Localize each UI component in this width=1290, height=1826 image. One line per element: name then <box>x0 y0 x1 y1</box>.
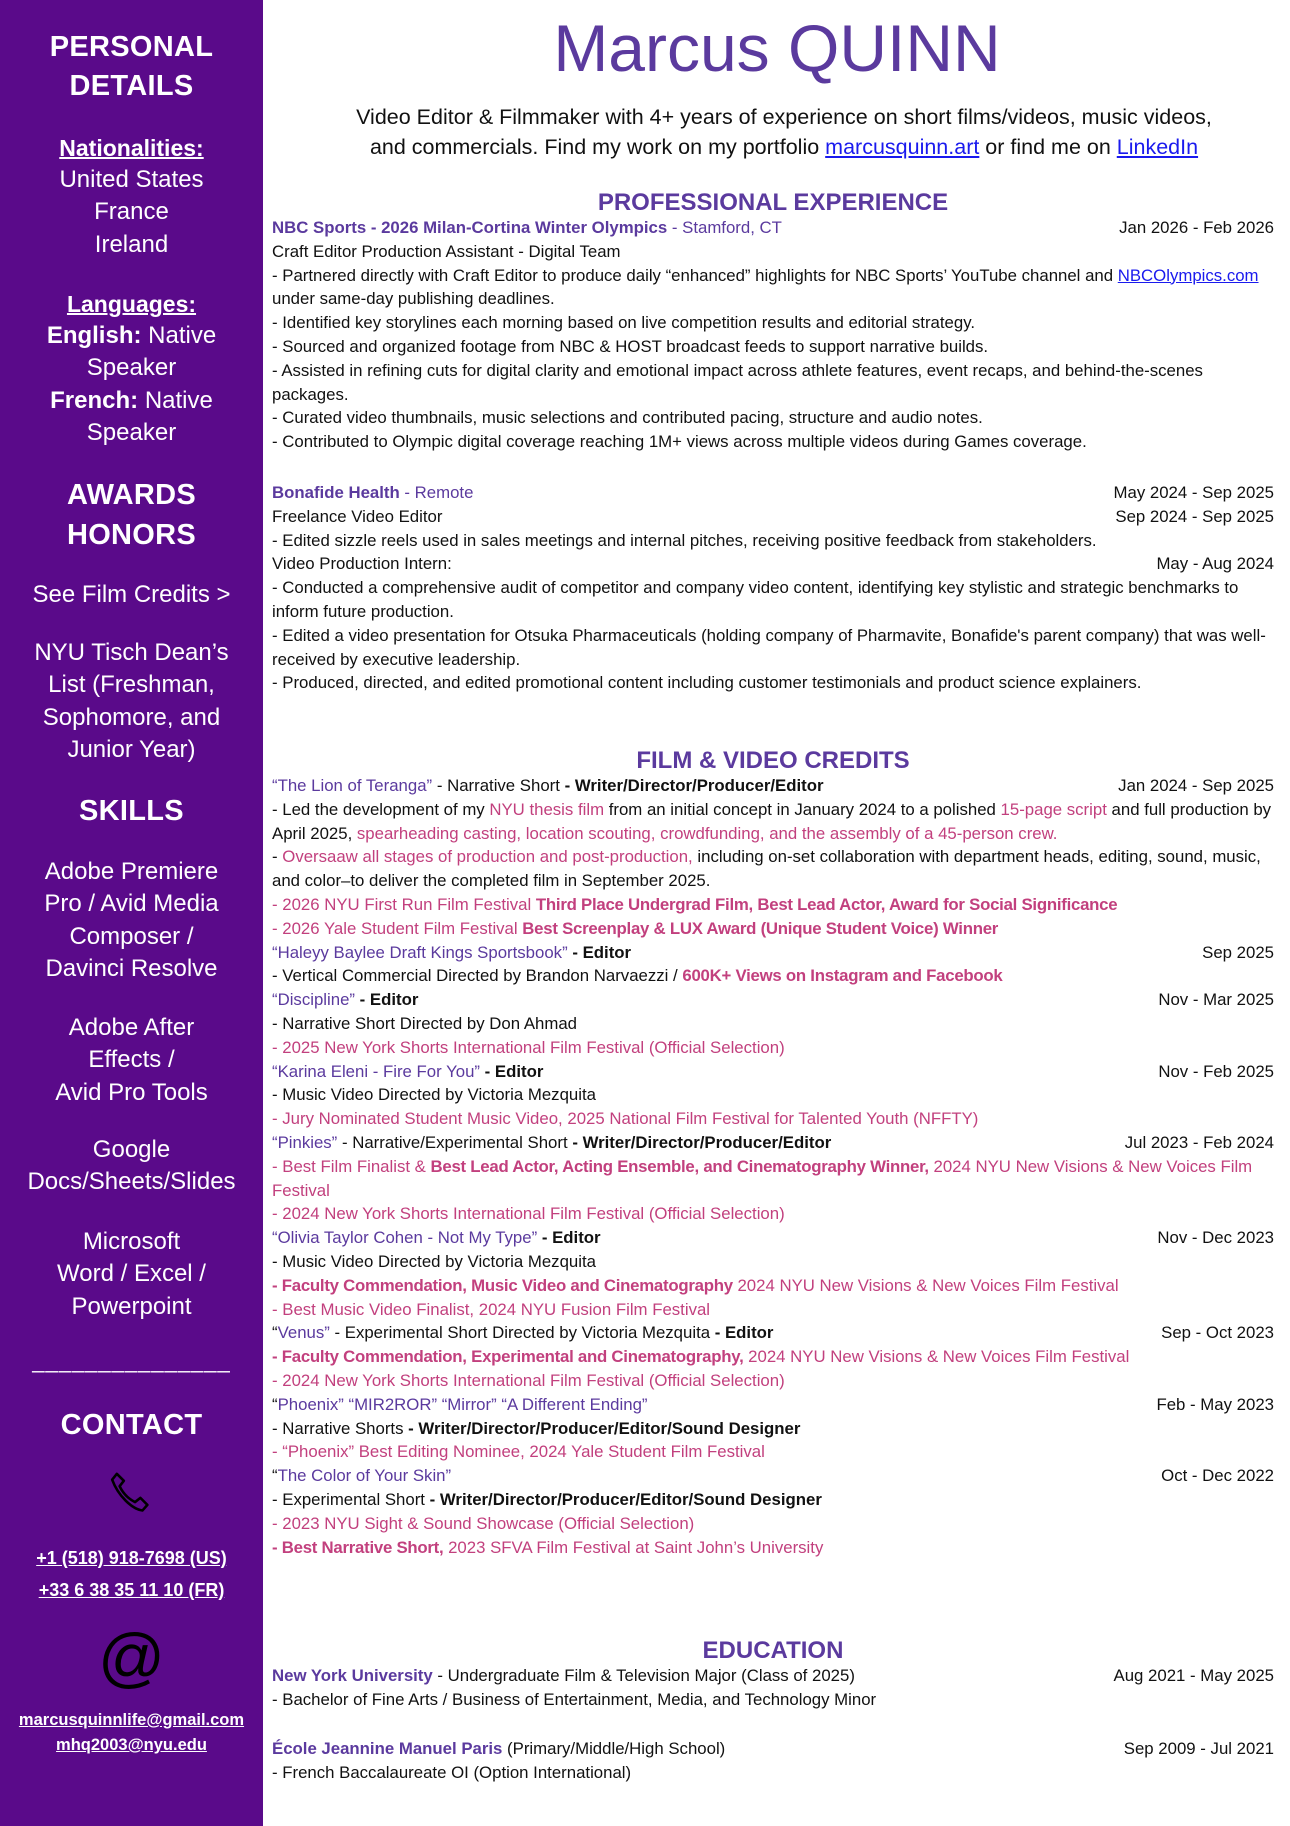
divider: _______________ <box>32 1348 231 1373</box>
entry-text <box>272 552 1144 576</box>
award-line: Junior Year) <box>67 736 196 764</box>
body-text: - Editor <box>537 1228 601 1248</box>
entry-line <box>272 1417 1274 1441</box>
phone-fr-link[interactable]: +33 6 38 35 11 10 (FR) <box>38 1580 225 1600</box>
award-line: NYU Tisch Dean’s <box>34 639 229 666</box>
body-text: (Primary/Middle/High School) <box>502 1739 726 1758</box>
bonafide-entry <box>272 481 1274 695</box>
entry-text <box>272 1012 1274 1036</box>
entry-header <box>272 216 1274 240</box>
entry-line <box>272 1274 1274 1298</box>
entry-header <box>272 1393 1274 1417</box>
body-text: and full production by April 2025, <box>272 799 1272 843</box>
date-range: Jul 2023 - Feb 2024 <box>1124 1132 1274 1152</box>
languages-label: Languages: <box>66 291 197 317</box>
inline-link[interactable]: NBCOlympics.com <box>1117 265 1259 285</box>
title-text: The Color of Your Skin” <box>277 1466 452 1486</box>
entry-text <box>272 917 1274 941</box>
sidebar <box>0 0 263 1826</box>
entry-line <box>272 1536 1274 1560</box>
date-range: Nov - Dec 2023 <box>1157 1228 1274 1248</box>
entry-text <box>272 1298 1274 1322</box>
entry-text <box>272 529 1274 553</box>
personal-details-heading <box>0 28 263 106</box>
entry-text <box>272 1155 1274 1203</box>
body-text: “ <box>272 1466 278 1486</box>
entry-line <box>272 529 1274 553</box>
entry-line <box>272 893 1274 917</box>
entry-text <box>272 1536 1274 1560</box>
entry-text <box>272 1226 1145 1250</box>
body-text: - Contributed to Olympic digital coverage reaching 1M+ views across multiple videos during Games coverage. <box>272 432 1087 452</box>
entry-text <box>272 1440 1274 1464</box>
date-range: Nov - Feb 2025 <box>1158 1061 1274 1081</box>
entry-line <box>272 1345 1274 1369</box>
date-range: Feb - May 2023 <box>1156 1394 1274 1414</box>
nationalities-label: Nationalities: <box>59 135 204 161</box>
entry-line <box>272 1036 1274 1060</box>
entry-line <box>272 406 1274 430</box>
entry-line <box>272 576 1274 624</box>
entry-line <box>272 1369 1274 1393</box>
body-text: - Partnered directly with Craft Editor to produce daily “enhanced” highlights for NBC Sports’ YouTube channel and <box>272 265 1118 285</box>
body-text: - Writer/Director/Producer/Editor <box>572 1132 832 1152</box>
body-text: Freelance Video Editor <box>272 506 443 526</box>
skill-line: Davinci Resolve <box>45 955 218 983</box>
body-text: under same-day publishing deadlines. <box>272 289 555 309</box>
body-text: - <box>272 847 283 867</box>
entry-text <box>272 264 1274 312</box>
entry-text <box>272 1417 1274 1441</box>
body-text: from an initial concept in January 2024 to a polished <box>604 799 1001 819</box>
skill-line: Adobe After <box>68 1014 195 1041</box>
body-text: - Narrative Short Directed by Don Ahmad <box>272 1013 577 1033</box>
awards-heading <box>0 475 263 555</box>
entry-text <box>272 1321 1149 1345</box>
highlight-text: 600K+ Views on Instagram and Facebook <box>682 966 1003 986</box>
highlight-text: 2023 SFVA Film Festival at Saint John’s University <box>443 1537 824 1557</box>
skill-group <box>0 1226 263 1323</box>
body-text: - Editor <box>567 942 632 962</box>
entry-text <box>272 1202 1274 1226</box>
highlight-text: - 2023 NYU Sight & Sound Showcase (Official Selection) <box>272 1513 695 1533</box>
entry-line <box>272 1440 1274 1464</box>
highlight-text: - Faculty Commendation, Experimental and Cinematography, <box>272 1347 744 1367</box>
entry-header <box>272 481 1274 505</box>
at-icon: @ <box>98 1620 165 1694</box>
language-english <box>0 320 263 352</box>
body-text: including on-set collaboration with department heads, editing, sound, music, and color–to deliver the completed film in September 2025. <box>272 847 1261 891</box>
entry-text <box>272 1393 1144 1417</box>
entry-line <box>272 264 1274 312</box>
language-level: Native <box>138 386 213 414</box>
skill-line: Microsoft <box>82 1228 181 1255</box>
entry-text <box>272 941 1190 965</box>
email-nyu-link[interactable]: mhq2003@nyu.edu <box>56 1736 207 1754</box>
skill-line: Powerpoint <box>71 1292 192 1320</box>
body-text: - French Baccalaureate OI (Option International) <box>272 1762 632 1782</box>
entry-text <box>272 1464 1149 1488</box>
body-text: - Vertical Commercial Directed by Brandon Narvaezzi / <box>272 966 683 986</box>
skills-heading: SKILLS <box>79 795 184 827</box>
entry-line <box>272 430 1274 454</box>
section-heading: FILM & VIDEO CREDITS <box>636 747 910 774</box>
body-text: “ <box>272 1323 278 1343</box>
body-text: - Undergraduate Film & Television Major (Class of 2025) <box>432 1666 855 1685</box>
highlight-text: NYU thesis film <box>489 799 605 819</box>
highlight-text: 2024 NYU New Visions & New Voices Film Festival <box>743 1347 1130 1367</box>
entry-text <box>272 430 1274 454</box>
body-text: - Writer/Director/Producer/Editor <box>564 776 824 795</box>
entry-line <box>272 1202 1274 1226</box>
entry-text <box>272 1761 1274 1785</box>
entry-line <box>272 1298 1274 1322</box>
see-film-credits-link[interactable]: See Film Credits > <box>32 581 231 608</box>
date-range: May - Aug 2024 <box>1156 554 1274 574</box>
linkedin-link[interactable]: LinkedIn <box>1116 135 1199 159</box>
entry-text <box>272 216 1107 240</box>
highlight-text: - 2025 New York Shorts International Film Festival (Official Selection) <box>272 1037 785 1057</box>
award-line: Sophomore, and <box>42 703 221 731</box>
email-gmail-link[interactable]: marcusquinnlife@gmail.com <box>18 1711 245 1729</box>
entry-text <box>272 964 1274 988</box>
entry-text <box>272 845 1274 893</box>
title-text: “Pinkies” <box>272 1132 338 1152</box>
section-heading: PROFESSIONAL EXPERIENCE <box>597 189 949 216</box>
entry-text <box>272 406 1274 430</box>
entry-header <box>272 941 1274 965</box>
summary-line <box>284 132 1284 162</box>
heading-line: DETAILS <box>69 70 194 102</box>
body-text: Craft Editor Production Assistant - Digital Team <box>272 241 621 261</box>
education-section <box>272 1637 1274 1712</box>
body-text: - Narrative Shorts <box>272 1418 409 1438</box>
title-text: Venus” <box>277 1323 330 1343</box>
body-text: - Identified key storylines each morning based on live competition results and editorial strategy. <box>272 313 976 333</box>
entry-line <box>272 1155 1274 1203</box>
entry-text <box>272 1345 1274 1369</box>
school-entry <box>272 1737 1274 1785</box>
entry-header <box>272 1131 1274 1155</box>
body-text: - Music Video Directed by Victoria Mezquita <box>272 1085 596 1105</box>
date-range: Oct - Dec 2022 <box>1161 1466 1274 1486</box>
date-range: Sep 2024 - Sep 2025 <box>1115 506 1274 526</box>
entry-text <box>272 893 1274 917</box>
summary <box>284 102 1284 162</box>
phone-us-link[interactable]: +1 (518) 918-7698 (US) <box>36 1548 227 1568</box>
nationalities-block <box>0 132 263 261</box>
skill-line: Composer / <box>69 922 194 950</box>
body-text: - Editor <box>714 1323 774 1343</box>
date-range: Sep 2025 <box>1202 942 1274 962</box>
skill-line: Avid Pro Tools <box>55 1078 208 1106</box>
languages-block <box>0 288 263 450</box>
section-heading: EDUCATION <box>702 1637 844 1664</box>
entry-line <box>272 1761 1274 1785</box>
award-line: List (Freshman, <box>48 671 215 699</box>
body-text: - Assisted in refining cuts for digital clarity and emotional impact across athlete features, event recaps, and behind-the-scenes packages. <box>272 360 1203 404</box>
entry-text <box>272 335 1274 359</box>
phone-list <box>0 1542 263 1606</box>
entry-text <box>272 240 1274 264</box>
entry-header <box>272 1737 1274 1761</box>
entry-header <box>272 1226 1274 1250</box>
entry-text <box>272 988 1146 1012</box>
body-text: - Experimental Short Directed by Victoria Mezquita <box>329 1323 715 1343</box>
main-content <box>264 0 1290 1826</box>
highlight-text: - “Phoenix” Best Editing Nominee, 2024 Yale Student Film Festival <box>272 1442 765 1462</box>
entry-text <box>272 1369 1274 1393</box>
skill-line: Google <box>92 1136 171 1163</box>
title-text: “Discipline” <box>272 990 355 1010</box>
page-title: Marcus QUINN <box>553 11 1001 85</box>
entry-header <box>272 505 1274 529</box>
language-level: Speaker <box>86 419 177 447</box>
body-text: - Editor <box>355 990 419 1010</box>
body-text: - Conducted a comprehensive audit of competitor and company video content, identifying key stylistic and strategic benchmarks to inform future production. <box>272 578 1239 621</box>
title-text: - Stamford, CT <box>667 218 782 237</box>
highlight-text: spearheading casting, location scouting, crowdfunding, and the assembly of a 45-person crew. <box>356 823 1058 843</box>
skill-line: Adobe Premiere <box>44 858 219 885</box>
entry-text <box>272 1060 1146 1084</box>
body-text: - Music Video Directed by Victoria Mezquita <box>272 1251 596 1271</box>
body-text: - Editor <box>480 1061 544 1081</box>
entry-line <box>272 917 1274 941</box>
entry-text <box>272 1274 1274 1298</box>
entry-header <box>272 1321 1274 1345</box>
summary-text: and commercials. Find my work on my portfolio <box>369 135 826 159</box>
language-french <box>0 385 263 417</box>
phone-icon <box>0 1468 263 1518</box>
entry-text <box>272 1512 1274 1536</box>
date-range: Nov - Mar 2025 <box>1158 990 1274 1010</box>
body-text: - Narrative Short <box>432 776 565 795</box>
summary-line: Video Editor & Filmmaker with 4+ years of experience on short films/videos, music videos, <box>356 105 1212 129</box>
title-text: Phoenix” “MIR2ROR” “Mirror” “A Different Ending” <box>277 1394 648 1414</box>
portfolio-link[interactable]: marcusquinn.art <box>825 135 980 159</box>
highlight-text: - 2024 New York Shorts International Film Festival (Official Selection) <box>272 1370 785 1390</box>
summary-text: or find me on <box>979 135 1117 159</box>
title-text: École Jeannine Manuel Paris <box>272 1739 503 1758</box>
entry-line <box>272 335 1274 359</box>
entry-text <box>272 1664 1102 1688</box>
language-name: French: <box>50 386 139 414</box>
highlight-text: - Best Film Finalist & <box>272 1156 431 1176</box>
contact-heading: CONTACT <box>60 1409 203 1441</box>
highlight-text: 2024 NYU New Visions & New Voices Film Festival <box>272 1156 1253 1200</box>
skill-group <box>0 856 263 986</box>
skill-group <box>0 1012 263 1109</box>
entry-line <box>272 1688 1274 1712</box>
highlight-text: - 2026 Yale Student Film Festival <box>272 918 523 938</box>
body-text: - Sourced and organized footage from NBC & HOST broadcast feeds to support narrative builds. <box>272 336 989 356</box>
nationality: Ireland <box>94 230 169 258</box>
entry-line <box>272 1083 1274 1107</box>
date-range: Aug 2021 - May 2025 <box>1113 1666 1274 1685</box>
highlight-text: - Best Music Video Finalist, 2024 NYU Fusion Film Festival <box>272 1299 711 1319</box>
entry-line <box>272 359 1274 407</box>
highlight-text: - Best Narrative Short, <box>272 1537 444 1557</box>
entry-header <box>272 774 1274 798</box>
nationality: France <box>94 198 169 226</box>
heading-line: AWARDS <box>66 479 197 511</box>
title-text: NBC Sports - 2026 Milan-Cortina Winter Olympics <box>272 218 668 237</box>
body-text: - Writer/Director/Producer/Editor/Sound Designer <box>429 1489 822 1509</box>
entry-text <box>272 311 1274 335</box>
body-text: - Led the development of my <box>272 799 490 819</box>
skill-line: Docs/Sheets/Slides <box>27 1168 236 1196</box>
entry-line <box>272 311 1274 335</box>
title-text: “Karina Eleni - Fire For You” <box>272 1061 480 1081</box>
highlight-text: Oversaaw all stages of production and post-production, <box>282 847 693 867</box>
date-range: Jan 2026 - Feb 2026 <box>1119 218 1274 237</box>
highlight-text: - 2026 NYU First Run Film Festival <box>272 894 536 914</box>
entry-line <box>272 1107 1274 1131</box>
highlight-text: Third Place Undergrad Film, Best Lead Actor, Award for Social Significance <box>535 894 1118 914</box>
language-level: Speaker <box>86 354 177 382</box>
title-text: “The Lion of Teranga” <box>272 776 433 795</box>
highlight-text: Best Screenplay & LUX Award (Unique Student Voice) Winner <box>522 918 999 938</box>
entry-text <box>272 359 1274 407</box>
body-text: - Curated video thumbnails, music selections and contributed pacing, structure and audio notes. <box>272 408 983 428</box>
title-text: Bonafide Health <box>272 483 400 502</box>
date-range: Jan 2024 - Sep 2025 <box>1118 776 1274 795</box>
heading-line: PERSONAL <box>49 31 214 63</box>
title-text: - Remote <box>399 483 474 502</box>
entry-header <box>272 1060 1274 1084</box>
entry-text <box>272 481 1102 505</box>
email-list <box>0 1708 263 1758</box>
skill-group <box>0 1134 263 1199</box>
highlight-text: - Faculty Commendation, Music Video and Cinematography <box>272 1275 733 1295</box>
entry-text <box>272 774 1106 798</box>
entry-line <box>272 1488 1274 1512</box>
entry-text <box>272 1036 1274 1060</box>
entry-text <box>272 1688 1274 1712</box>
entry-line <box>272 240 1274 264</box>
highlight-text: - Jury Nominated Student Music Video, 2025 National Film Festival for Talented Youth (NFFTY) <box>272 1109 979 1129</box>
entry-text <box>272 1107 1274 1131</box>
entry-text <box>272 1083 1274 1107</box>
entry-text <box>272 1737 1112 1761</box>
skill-line: Pro / Avid Media <box>44 890 219 918</box>
entry-header <box>272 1464 1274 1488</box>
date-range: Sep - Oct 2023 <box>1161 1323 1274 1343</box>
date-range: May 2024 - Sep 2025 <box>1113 483 1274 502</box>
entry-line <box>272 671 1274 695</box>
title-text: “Haleyy Baylee Draft Kings Sportsbook” <box>272 942 568 962</box>
entry-text <box>272 1488 1274 1512</box>
professional-experience-section <box>272 189 1274 454</box>
entry-line <box>272 798 1274 846</box>
entry-line <box>272 964 1274 988</box>
entry-header <box>272 988 1274 1012</box>
entry-line <box>272 1250 1274 1274</box>
skill-line: Word / Excel / <box>57 1260 206 1288</box>
body-text: - Narrative/Experimental Short <box>337 1132 573 1152</box>
highlight-text: 2024 NYU New Visions & New Voices Film Festival <box>732 1275 1119 1295</box>
body-text: - Produced, directed, and edited promotional content including customer testimonials and product science explainers. <box>272 673 1142 693</box>
body-text: “ <box>272 1394 278 1414</box>
title-text: New York University <box>272 1666 433 1685</box>
highlight-text: 15-page script <box>1000 799 1107 819</box>
skill-line: Effects / <box>88 1046 175 1074</box>
body-text: - Edited sizzle reels used in sales meetings and internal pitches, receiving positive feedback from stakeholders. <box>272 530 1097 550</box>
entry-text <box>272 576 1274 624</box>
entry-text <box>272 671 1274 695</box>
language-name: English: <box>46 322 142 349</box>
nationality: United States <box>59 166 204 193</box>
entry-line <box>272 624 1274 672</box>
body-text: - Experimental Short <box>272 1489 430 1509</box>
entry-text <box>272 505 1103 529</box>
highlight-text: Best Lead Actor, Acting Ensemble, and Cinematography Winner, <box>430 1156 929 1176</box>
date-range: Sep 2009 - Jul 2021 <box>1123 1739 1274 1758</box>
entry-line <box>272 1512 1274 1536</box>
highlight-text: - 2024 New York Shorts International Film Festival (Official Selection) <box>272 1204 785 1224</box>
entry-line <box>272 1012 1274 1036</box>
entry-line <box>272 845 1274 893</box>
entry-header <box>272 1664 1274 1688</box>
awards-list <box>0 637 263 767</box>
body-text: - Edited a video presentation for Otsuka Pharmaceuticals (holding company of Pharmavite, Bonafide's parent company) that was well-received by executive leadership. <box>272 625 1266 669</box>
film-credits-section <box>272 747 1274 1559</box>
body-text: Video Production Intern: <box>272 554 452 574</box>
entry-text <box>272 624 1274 672</box>
body-text: - Bachelor of Fine Arts / Business of Entertainment, Media, and Technology Minor <box>272 1689 877 1709</box>
entry-text <box>272 798 1274 846</box>
body-text: - Writer/Director/Producer/Editor/Sound Designer <box>408 1418 801 1438</box>
language-level: Native <box>141 322 217 349</box>
entry-header <box>272 552 1274 576</box>
title-text: “Olivia Taylor Cohen - Not My Type” <box>272 1228 538 1248</box>
heading-line: HONORS <box>66 519 197 551</box>
entry-text <box>272 1250 1274 1274</box>
entry-text <box>272 1131 1113 1155</box>
